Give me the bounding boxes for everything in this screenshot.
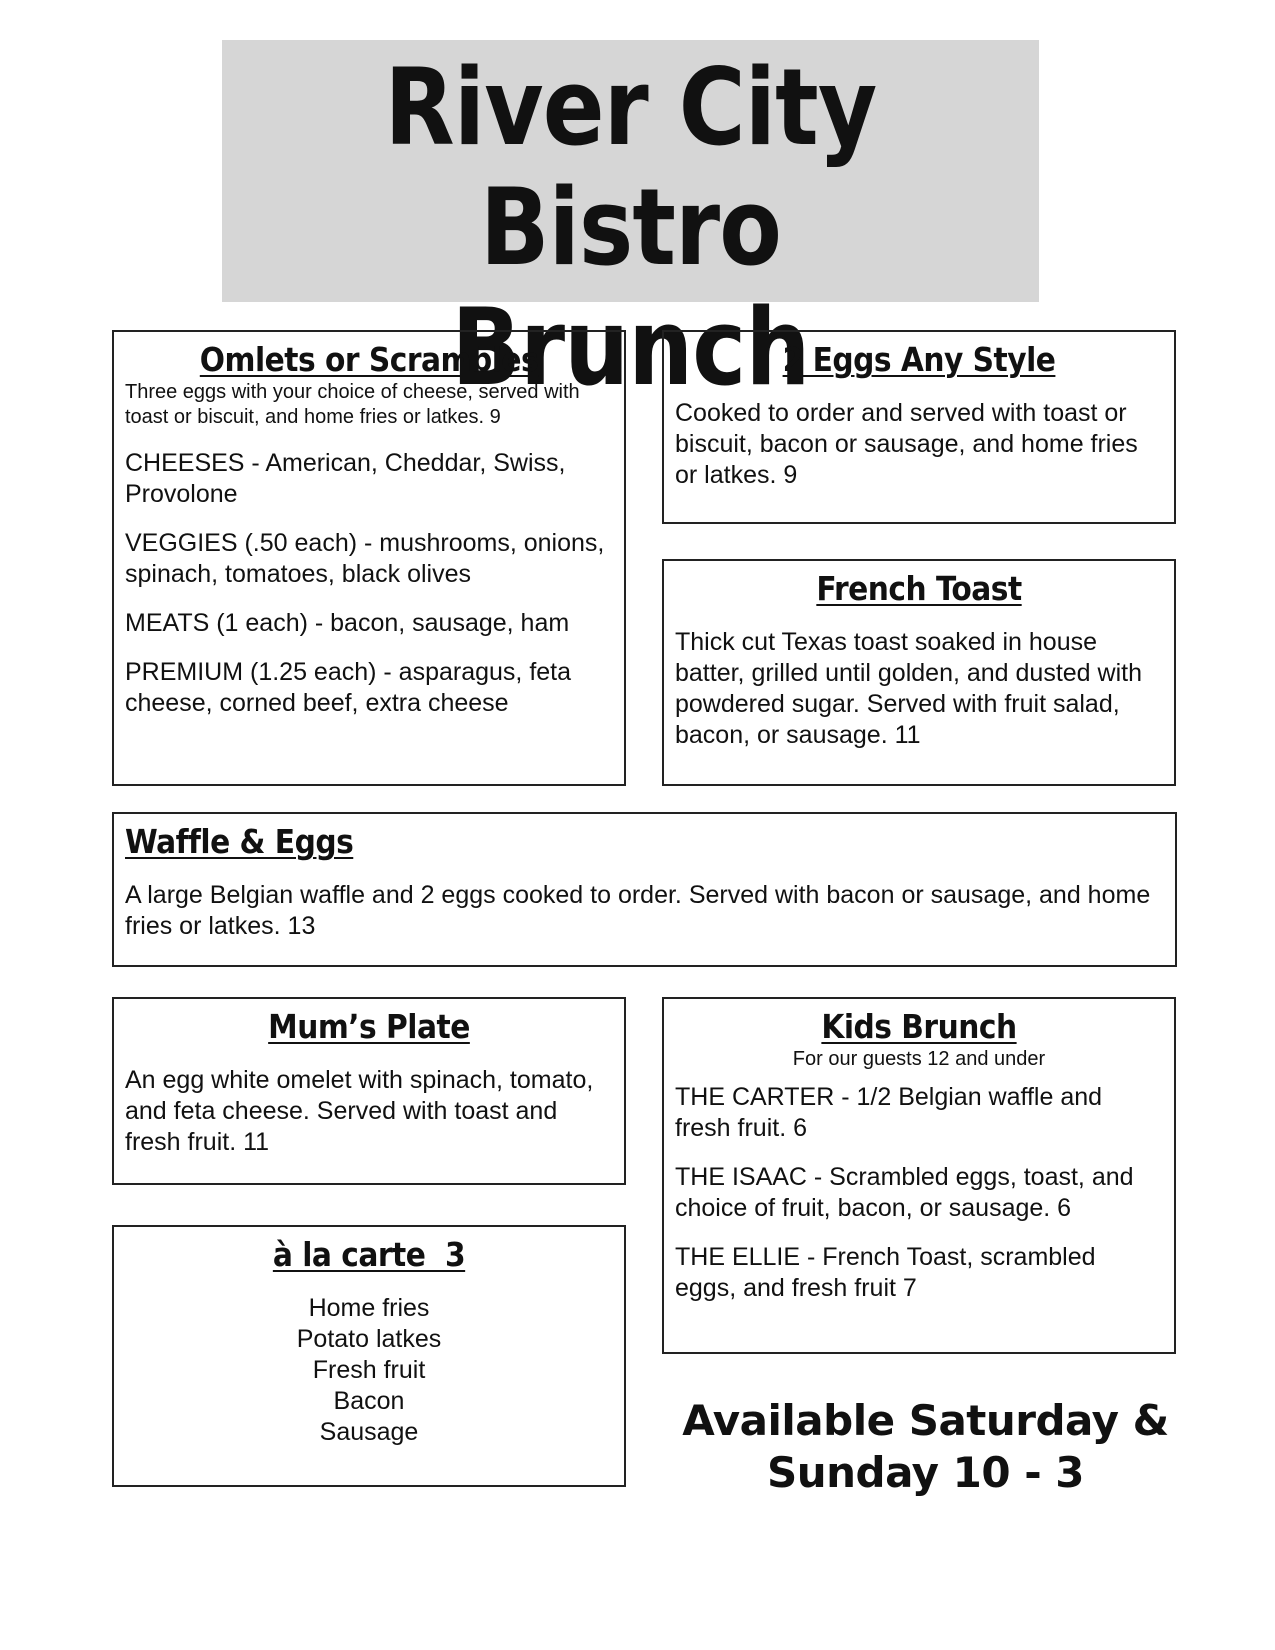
kids-brunch-section [662, 997, 1176, 1354]
a-la-carte-list [125, 1293, 613, 1448]
omlets-veggies: VEGGIES (.50 each) - mushrooms, onions, spinach, tomatoes, black olives [125, 529, 605, 588]
restaurant-name: River City Bistro [384, 46, 877, 289]
list-item: Potato latkes [296, 1325, 442, 1353]
omlets-heading: Omlets or Scrambles [199, 340, 539, 379]
french-toast-section [662, 559, 1176, 786]
omlets-section [112, 330, 626, 786]
mums-plate-description: An egg white omelet with spinach, tomato, and feta cheese. Served with toast and fresh fruit. 11 [125, 1066, 594, 1156]
kids-ellie: THE ELLIE - French Toast, scrambled eggs, and fresh fruit 7 [675, 1243, 1096, 1302]
omlets-description: Three eggs with your choice of cheese, served with toast or biscuit, and home fries or latkes. 9 [125, 381, 580, 428]
availability-note [668, 1395, 1183, 1499]
list-item: Sausage [319, 1418, 419, 1446]
french-toast-heading: French Toast [816, 569, 1022, 608]
mums-plate-heading: Mum’s Plate [268, 1007, 470, 1046]
kids-isaac: THE ISAAC - Scrambled eggs, toast, and choice of fruit, bacon, or sausage. 6 [675, 1163, 1134, 1222]
a-la-carte-section [112, 1225, 626, 1487]
kids-carter: THE CARTER - 1/2 Belgian waffle and fresh fruit. 6 [675, 1083, 1103, 1142]
mums-plate-section [112, 997, 626, 1185]
list-item: Bacon [333, 1387, 405, 1415]
kids-brunch-heading: Kids Brunch [821, 1007, 1017, 1046]
availability-line-2: Sunday 10 - 3 [766, 1448, 1084, 1497]
two-eggs-heading: 2 Eggs Any Style [782, 340, 1056, 379]
list-item: Fresh fruit [312, 1356, 426, 1384]
waffle-section [112, 812, 1177, 967]
omlets-cheeses: CHEESES - American, Cheddar, Swiss, Provolone [125, 449, 566, 508]
list-item: Home fries [308, 1294, 430, 1322]
a-la-carte-heading: à la carte 3 [272, 1235, 466, 1274]
french-toast-description: Thick cut Texas toast soaked in house batter, grilled until golden, and dusted with powdered sugar. Served with fruit salad, bacon, or sausage. 11 [675, 628, 1142, 749]
two-eggs-section [662, 330, 1176, 524]
two-eggs-description: Cooked to order and served with toast or biscuit, bacon or sausage, and home fries or latkes. 9 [675, 399, 1138, 489]
waffle-description: A large Belgian waffle and 2 eggs cooked to order. Served with bacon or sausage, and home fries or latkes. 13 [125, 881, 1151, 940]
availability-line-1: Available Saturday & [682, 1396, 1169, 1445]
omlets-meats: MEATS (1 each) - bacon, sausage, ham [125, 609, 570, 637]
omlets-premium: PREMIUM (1.25 each) - asparagus, feta cheese, corned beef, extra cheese [125, 658, 572, 717]
waffle-heading: Waffle & Eggs [125, 822, 354, 861]
kids-brunch-subtitle: For our guests 12 and under [792, 1048, 1046, 1070]
menu-title: Brunch [451, 286, 810, 409]
